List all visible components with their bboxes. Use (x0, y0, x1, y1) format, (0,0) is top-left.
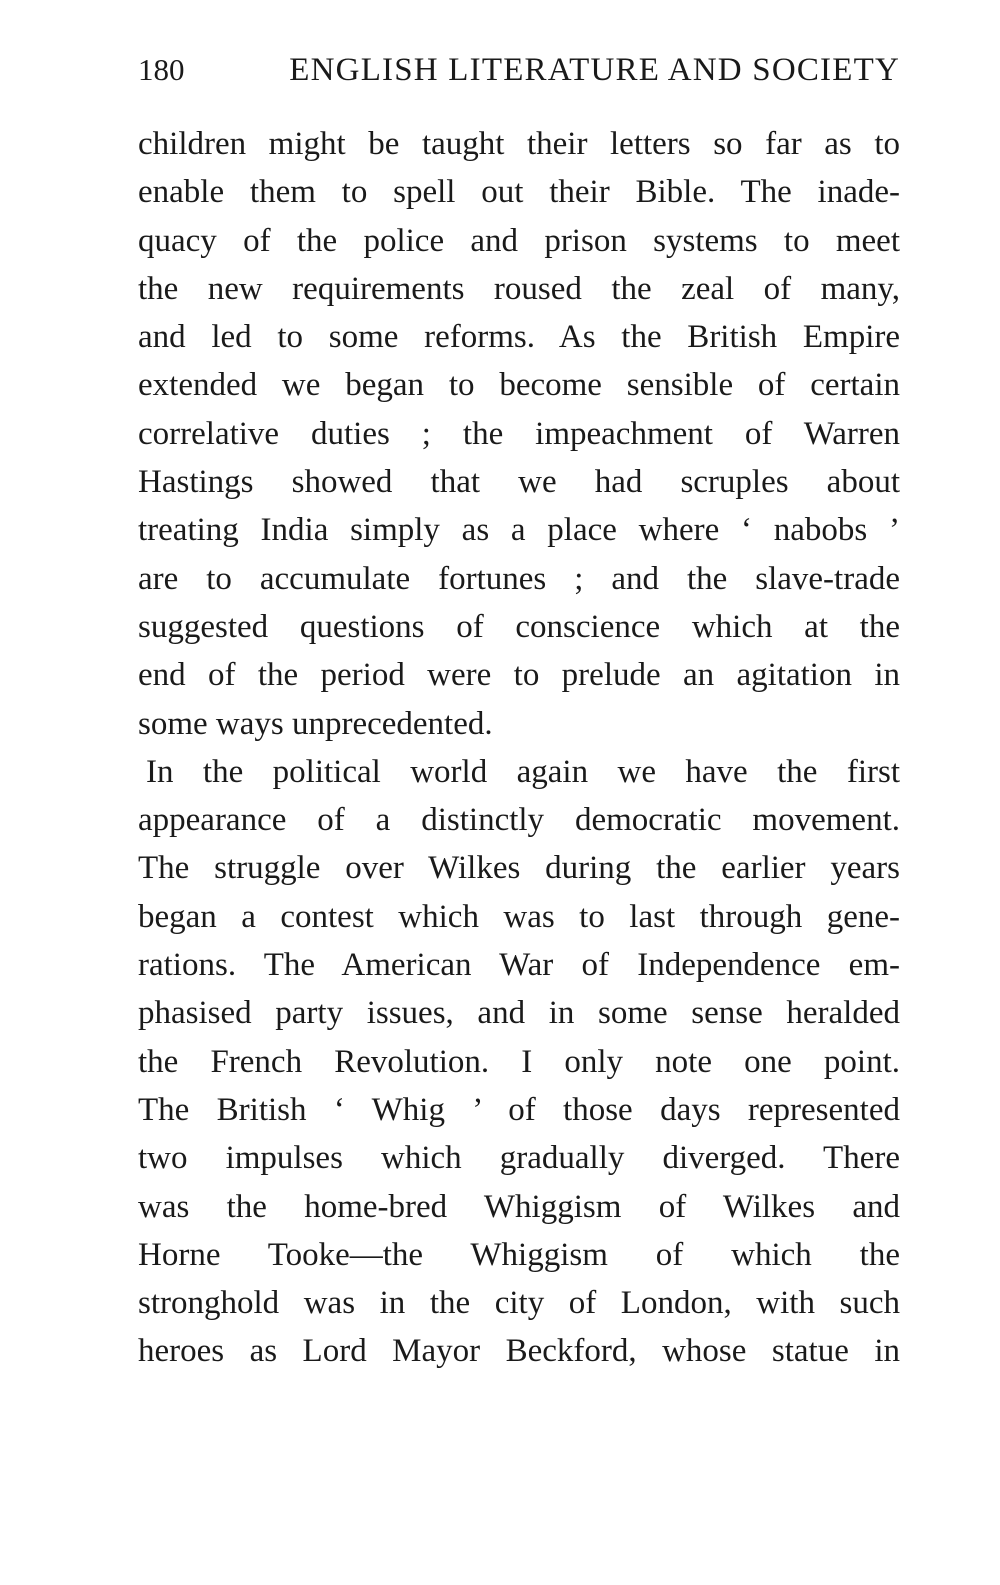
body-text (138, 120, 900, 1376)
text-line: phasised party issues, and in some sense heralded (138, 995, 900, 1032)
paragraph-1 (138, 120, 900, 748)
text-line: the new requirements roused the zeal of many, (138, 270, 900, 307)
text-line: enable them to spell out their Bible. The inade- (138, 174, 900, 211)
running-head (138, 50, 900, 90)
text-line: began a contest which was to last through gene- (138, 898, 900, 935)
text-line: Hastings showed that we had scruples about (138, 464, 900, 501)
paragraph-2 (138, 748, 900, 1376)
text-line: correlative duties ; the impeachment of Warren (138, 415, 900, 452)
text-line: the French Revolution. I only note one point. (138, 1043, 900, 1080)
text-line: two impulses which gradually diverged. There (138, 1140, 900, 1177)
text-line: children might be taught their letters so far as to (138, 126, 900, 162)
text-line: The struggle over Wilkes during the earlier years (138, 850, 900, 887)
text-line: stronghold was in the city of London, with such (138, 1285, 900, 1322)
running-title: ENGLISH LITERATURE AND SOCIETY (289, 52, 900, 88)
text-line: was the home-bred Whiggism of Wilkes and (138, 1188, 900, 1225)
text-line: heroes as Lord Mayor Beckford, whose statue in (138, 1333, 900, 1370)
text-line: extended we began to become sensible of certain (138, 367, 900, 404)
text-line: quacy of the police and prison systems to meet (138, 222, 900, 259)
text-line: some ways unprecedented. (138, 705, 493, 742)
page-number: 180 (138, 52, 185, 87)
text-line: treating India simply as a place where ‘ nabobs ’ (138, 512, 900, 549)
text-line: rations. The American War of Independence em- (138, 947, 900, 984)
text-line: end of the period were to prelude an agitation in (138, 657, 900, 694)
text-line: appearance of a distinctly democratic movement. (138, 802, 900, 839)
text-line: Horne Tooke—the Whiggism of which the (138, 1236, 900, 1273)
text-line: are to accumulate fortunes ; and the slave-trade (138, 560, 900, 597)
text-line: suggested questions of conscience which at the (138, 608, 900, 645)
text-line: The British ‘ Whig ’ of those days represented (138, 1091, 900, 1128)
text-line: and led to some reforms. As the British Empire (138, 319, 900, 356)
text-line: In the political world again we have the first (146, 753, 900, 790)
